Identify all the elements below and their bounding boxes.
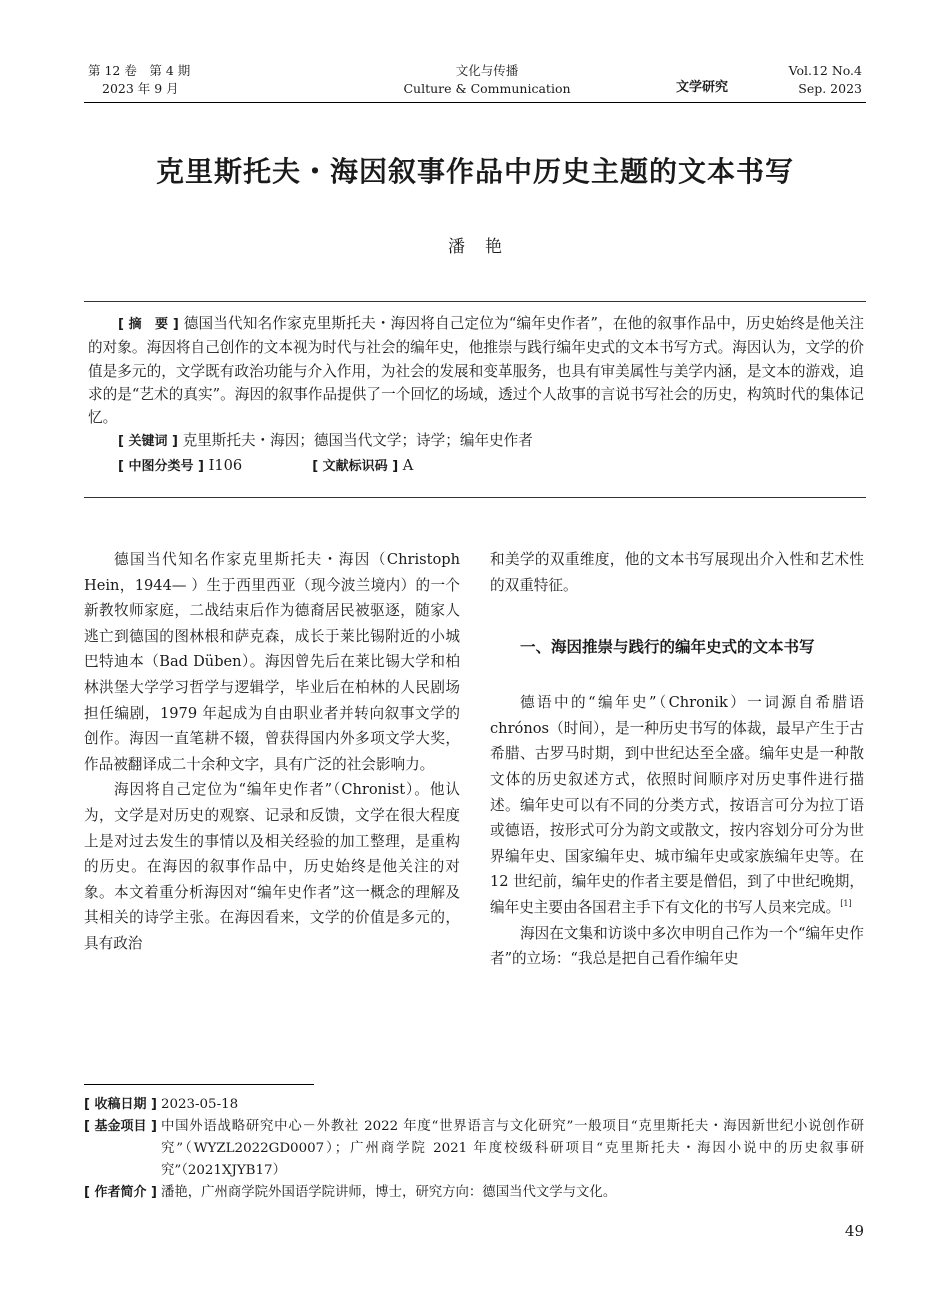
classification <box>88 454 864 478</box>
abstract-label: [ 摘 要 ] <box>118 317 179 332</box>
received-label: [ 收稿日期 ] <box>84 1097 157 1112</box>
header-rule <box>84 102 866 103</box>
body-paragraph-continued: 和美学的双重维度，他的文本书写展现出介入性和艺术性的双重特征。 <box>490 551 864 594</box>
body-paragraph-text: 德语中的“编年史”（Chronik）一词源自希腊语 chrónos（时间），是一种历史书写的体裁，最早产生于古希腊、古罗马时期，到中世纪达至全盛。编年史是一种散文体的历史叙述方式，依照时间顺序对历史事件进行描述。编年史可以有不同的分类方式，按语言可分为拉丁语或德语，按形式可分为韵文或散文，按内容划分可分为世界编年史、国家编年史、城市编年史或家族编年史等。在 12 世纪前，编年史的作者主要是僧侣，到了中世纪晚期，编年史主要由各国君主手下有文化的书写人员来完成。 <box>490 694 864 916</box>
footnote-received <box>84 1094 864 1116</box>
received-date: 2023-05-18 <box>160 1097 239 1112</box>
keywords <box>88 429 864 453</box>
header-date-cn: 2023 年 9 月 <box>102 81 179 96</box>
header-journal-en: Culture & Communication <box>403 81 571 96</box>
footnote-rule <box>84 1084 314 1085</box>
footnotes <box>84 1094 864 1204</box>
header-issue-en <box>789 62 862 98</box>
footnote-fund <box>84 1116 864 1182</box>
clc-value: I106 <box>208 456 243 474</box>
header-date-en: Sep. 2023 <box>798 81 862 96</box>
bio-label: [ 作者简介 ] <box>84 1185 157 1200</box>
fund-text: 中国外语战略研究中心－外教社 2022 年度“世界语言与文化研究”一般项目“克里斯托夫・海因新世纪小说创作研究”（WYZL2022GD0007）；广州商学院 2021 年度校级科研项目“克里斯托夫・海因小说中的历史叙事研究”（2021XJYB17） <box>160 1119 864 1178</box>
header-section: 文学研究 <box>676 80 729 95</box>
page-number: 49 <box>844 1222 864 1240</box>
body-column-right <box>490 547 864 972</box>
keywords-label: [ 关键词 ] <box>118 434 178 450</box>
fund-label: [ 基金项目 ] <box>84 1119 157 1134</box>
header-issue <box>88 62 190 98</box>
body-paragraph: 德国当代知名作家克里斯托夫・海因（Christoph Hein，1944— ）生于西里西亚（现今波兰境内）的一个新教牧师家庭，二战结束后作为德裔居民被驱逐，随家人逃亡到德国的图林根和萨克森，成长于莱比锡附近的小城巴特迪本（Bad Düben）。海因曾先后在莱比锡大学和柏林洪堡大学学习哲学与逻辑学，毕业后在柏林的人民剧场担任编剧，1979 年起成为自由职业者并转向叙事文学的创作。海因一直笔耕不辍，曾获得国内外多项文学大奖，作品被翻译成二十余种文字，具有广泛的社会影响力。 <box>84 551 460 773</box>
article-title: 克里斯托夫・海因叙事作品中历史主题的文本书写 <box>155 155 794 188</box>
section-heading: 一、海因推崇与践行的编年史式的文本书写 <box>520 638 815 657</box>
header-journal <box>380 62 594 98</box>
doc-value: A <box>402 456 414 474</box>
abstract-top-rule <box>84 301 866 302</box>
doc-label: [ 文献标识码 ] <box>312 458 399 474</box>
footnote-bio <box>84 1182 864 1204</box>
abstract <box>88 312 864 429</box>
clc-label: [ 中图分类号 ] <box>118 458 204 474</box>
keywords-text: 克里斯托夫・海因；德国当代文学；诗学；编年史作者 <box>182 432 533 450</box>
body-paragraph <box>490 690 864 920</box>
body-paragraph: 海因在文集和访谈中多次申明自己作为一个“编年史作者”的立场：“我总是把自己看作编年史 <box>490 924 864 968</box>
body-column-left <box>84 547 460 957</box>
abstract-text: 德国当代知名作家克里斯托夫・海因将自己定位为“编年史作者”，在他的叙事作品中，历史始终是他关注的对象。海因将自己创作的文本视为时代与社会的编年史，他推崇与践行编年史式的文本书写方式。海因认为，文学的价值是多元的，文学既有政治功能与介入作用，为社会的发展和变革服务，也具有审美属性与美学内涵，是文本的游戏，追求的是“艺术的真实”。海因的叙事作品提供了一个回忆的场域，透过个人故事的言说书写社会的历史，构筑时代的集体记忆。 <box>88 315 864 427</box>
header-volume-en: Vol.12 No.4 <box>788 63 862 78</box>
abstract-bottom-rule <box>84 497 866 498</box>
header-volume-cn: 第 12 卷 第 4 期 <box>88 63 191 78</box>
bio-text: 潘艳，广州商学院外国语学院讲师，博士，研究方向：德国当代文学与文化。 <box>160 1185 617 1200</box>
article-author: 潘艳 <box>448 237 522 257</box>
header-journal-cn: 文化与传播 <box>455 63 519 78</box>
body-paragraph: 海因将自己定位为“编年史作者”（Chronist）。他认为，文学是对历史的观察、记录和反馈，文学在很大程度上是对过去发生的事情以及相关经验的加工整理，是重构的历史。在海因的叙事作品中，历史始终是他关注的对象。本文着重分析海因对“编年史作者”这一概念的理解及其相关的诗学主张。在海因看来，文学的价值是多元的，具有政治 <box>84 781 460 952</box>
abstract-block <box>88 312 864 478</box>
citation-ref[interactable]: [1] <box>840 899 852 909</box>
